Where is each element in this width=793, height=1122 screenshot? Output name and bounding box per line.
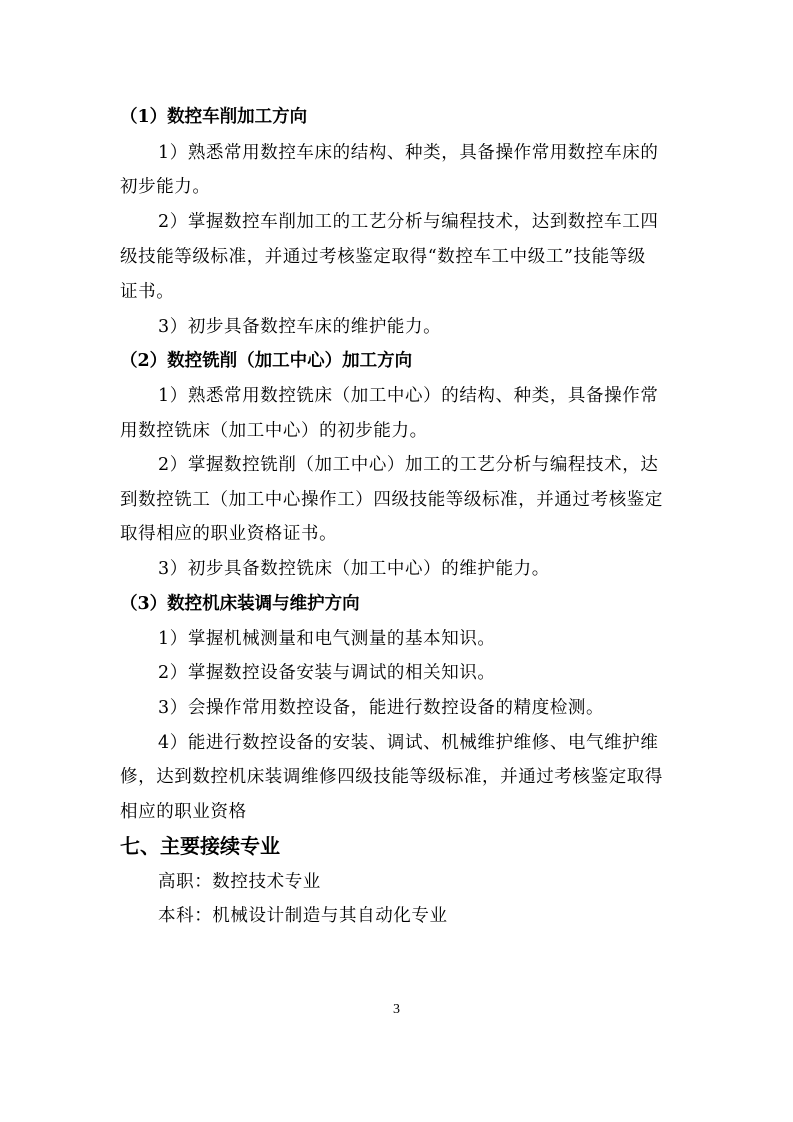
paragraph-line: 3）初步具备数控铣床（加工中心）的维护能力。: [158, 559, 550, 579]
paragraph-line: 2）掌握数控车削加工的工艺分析与编程技术，达到数控车工四: [158, 212, 659, 232]
paragraph-line: 2）掌握数控铣削（加工中心）加工的工艺分析与编程技术，达: [158, 455, 659, 475]
paragraph-line: 证书。: [120, 282, 175, 302]
paragraph-line: 级技能等级标准，并通过考核鉴定取得“数控车工中级工”技能等级: [120, 247, 646, 267]
section-heading-1: （1）数控车削加工方向: [120, 107, 308, 127]
section-heading-2: （2）数控铣削（加工中心）加工方向: [120, 351, 413, 371]
paragraph-line: 3）会操作常用数控设备，能进行数控设备的精度检测。: [158, 698, 605, 718]
paragraph-line: 高职：数控技术专业: [158, 872, 321, 892]
paragraph-line: 1）熟悉常用数控铣床（加工中心）的结构、种类，具备操作常: [158, 386, 659, 406]
paragraph-line: 1）掌握机械测量和电气测量的基本知识。: [158, 629, 496, 649]
paragraph-line: 初步能力。: [120, 177, 211, 197]
chapter-heading: 七、主要接续专业: [120, 834, 280, 858]
section-heading-3: （3）数控机床装调与维护方向: [120, 594, 360, 614]
paragraph-line: 到数控铣工（加工中心操作工）四级技能等级标准，并通过考核鉴定: [120, 490, 663, 510]
paragraph-line: 4）能进行数控设备的安装、调试、机械维护维修、电气维护维: [158, 733, 659, 753]
page-number: 3: [393, 1002, 400, 1017]
paragraph-line: 相应的职业资格: [120, 802, 247, 822]
paragraph-line: 1）熟悉常用数控车床的结构、种类，具备操作常用数控车床的: [158, 143, 659, 163]
paragraph-line: 取得相应的职业资格证书。: [120, 524, 338, 544]
paragraph-line: 2）掌握数控设备安装与调试的相关知识。: [158, 663, 496, 683]
paragraph-line: 修，达到数控机床装调维修四级技能等级标准，并通过考核鉴定取得: [120, 767, 663, 787]
paragraph-line: 3）初步具备数控车床的维护能力。: [158, 317, 442, 337]
paragraph-line: 本科：机械设计制造与其自动化专业: [158, 906, 448, 926]
paragraph-line: 用数控铣床（加工中心）的初步能力。: [120, 421, 428, 441]
